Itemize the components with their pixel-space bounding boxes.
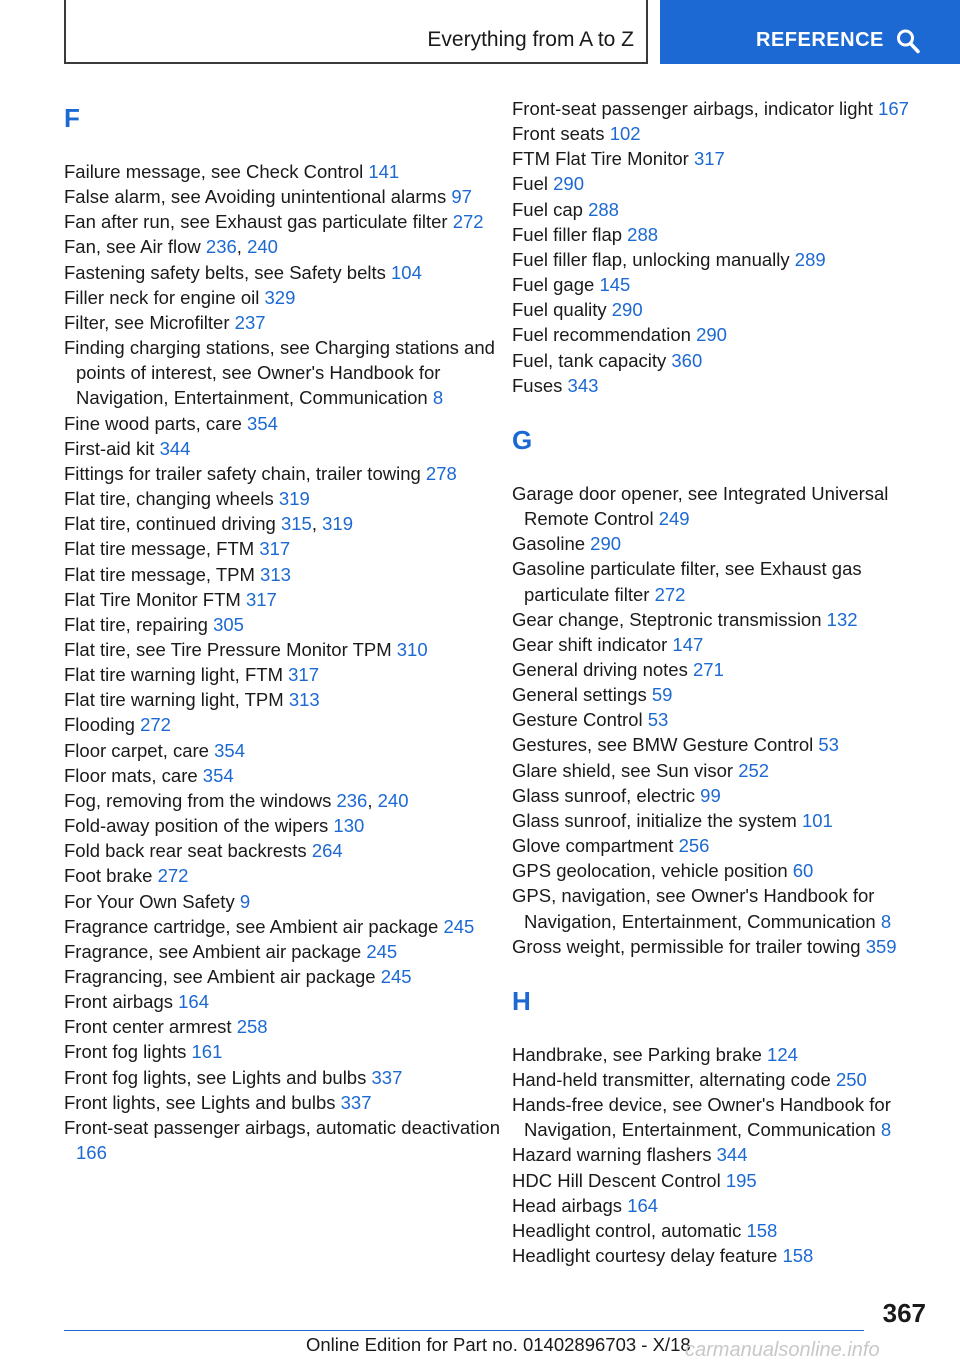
page-reference-link[interactable]: 271: [693, 658, 724, 680]
index-entry-text: Gasoline particulate filter, see Exhaust gas particulate filter: [512, 558, 862, 605]
index-entry: [64, 637, 504, 662]
index-entry: [512, 1168, 952, 1193]
index-entry-text: Fuel cap: [512, 198, 583, 220]
index-entry-text: Hands-free device, see Owner's Handbook for Navigation, Entertainment, Communication: [512, 1094, 891, 1141]
index-entry-text: First-aid kit: [64, 437, 155, 459]
index-entry: [512, 247, 952, 272]
index-entry: [64, 184, 504, 209]
index-entry-text: Gear change, Steptronic transmission: [512, 608, 822, 630]
index-entry: [64, 1065, 504, 1090]
page-reference-link[interactable]: 104: [391, 261, 422, 283]
page-reference-link[interactable]: 245: [380, 966, 412, 987]
index-entry-text: GPS, navigation, see Owner's Handbook for Navigation, Entertainment, Communication: [512, 885, 876, 932]
page-reference-link[interactable]: 102: [609, 123, 641, 145]
page-reference-link[interactable]: 132: [826, 608, 858, 630]
page-reference-link[interactable]: 237: [234, 311, 266, 333]
page-reference-link[interactable]: 147: [672, 633, 704, 655]
index-entry-text: Gesture Control: [512, 709, 643, 731]
page-reference-link[interactable]: 101: [801, 809, 833, 831]
index-entry: [512, 1218, 952, 1243]
index-entry-text: Finding charging stations, see Charging stations and points of interest, see Owner's Handbook for Navigation, Entertainment, Communication: [64, 337, 495, 409]
index-entry: Fan, see Air flow 236, 240: [64, 236, 278, 258]
watermark: carmanualsonline.info: [685, 1339, 880, 1361]
index-entry: [64, 712, 504, 737]
index-entry-text: HDC Hill Descent Control: [512, 1169, 721, 1191]
page-reference-link[interactable]: 317: [259, 538, 291, 560]
footer-divider: [64, 1330, 864, 1331]
page-reference-link[interactable]: 167: [878, 98, 909, 119]
index-entry-text: Fog, removing from the windows: [64, 789, 332, 811]
page-reference-link[interactable]: 360: [671, 349, 703, 371]
reference-label: REFERENCE: [756, 29, 884, 51]
index-entry: [64, 335, 504, 410]
index-entry-text: Floor carpet, care: [64, 739, 209, 761]
page-reference-link[interactable]: 141: [368, 161, 400, 182]
page-reference-link[interactable]: 166: [76, 1142, 107, 1164]
page-reference-link[interactable]: 60: [792, 860, 814, 882]
page-reference-link[interactable]: 319: [322, 513, 354, 535]
page-reference-link[interactable]: 359: [865, 935, 897, 957]
index-column-left: [64, 96, 504, 1165]
page-reference-link[interactable]: 319: [278, 488, 310, 510]
index-letter-heading: G: [512, 424, 533, 455]
index-entry-text: Gross weight, permissible for trailer towing: [512, 935, 861, 957]
index-entry: [64, 260, 504, 285]
index-entry: [64, 1115, 504, 1165]
index-entry: [512, 682, 952, 707]
index-entry: [64, 612, 504, 637]
index-column-right: [512, 96, 952, 1268]
index-entry-text: Front center armrest: [64, 1016, 232, 1038]
index-entry: [64, 813, 504, 838]
page-reference-link[interactable]: 59: [651, 684, 673, 706]
index-entry-text: Flat tire, continued driving: [64, 513, 276, 535]
index-entry: Flat tire, continued driving 315, 319: [64, 513, 354, 535]
index-entry-text: Hazard warning flashers: [512, 1144, 712, 1166]
index-entry: [64, 662, 504, 687]
index-entry: [512, 531, 952, 556]
section-title: Everything from A to Z: [427, 28, 634, 51]
index-entry-text: Flat tire message, TPM: [64, 563, 255, 585]
index-entry-text: Filler neck for engine oil: [64, 286, 260, 308]
index-entry-text: Front airbags: [64, 991, 173, 1013]
index-entry-text: Handbrake, see Parking brake: [512, 1043, 762, 1065]
footer-edition: Online Edition for Part no. 01402896703 - X/18: [306, 1334, 691, 1355]
index-entry: [512, 556, 952, 606]
index-entry-text: Flat tire, changing wheels: [64, 488, 274, 510]
page-reference-link[interactable]: 53: [818, 734, 839, 756]
index-entry-text: Fine wood parts, care: [64, 412, 242, 434]
index-entry-text: GPS geolocation, vehicle position: [512, 860, 788, 882]
page-reference-link[interactable]: 99: [700, 784, 721, 806]
index-entry-text: Fragrance, see Ambient air package: [64, 940, 362, 962]
index-entry-text: Fuel quality: [512, 299, 607, 321]
index-entry-text: Fragrancing, see Ambient air package: [64, 966, 376, 987]
reference-tab[interactable]: [660, 0, 960, 64]
index-entry: [512, 197, 952, 222]
page-reference-link[interactable]: 310: [396, 638, 428, 660]
index-entry-text: Headlight courtesy delay feature: [512, 1245, 778, 1267]
page-reference-link[interactable]: 290: [553, 173, 585, 195]
index-entry-text: Gestures, see BMW Gesture Control: [512, 734, 814, 756]
page-reference-link[interactable]: 354: [247, 412, 278, 434]
index-entry: [512, 732, 952, 757]
page-reference-link[interactable]: 8: [880, 1119, 892, 1141]
page-reference-link[interactable]: 256: [678, 835, 710, 857]
page-reference-link[interactable]: 97: [451, 186, 472, 208]
index-entry-text: Fan, see Air flow: [64, 236, 201, 258]
page-reference-link[interactable]: 9: [239, 890, 251, 912]
index-entry-text: Fuel filler flap: [512, 223, 623, 245]
index-entry-text: Glass sunroof, electric: [512, 784, 696, 806]
index-entry: Fog, removing from the windows 236, 240: [64, 789, 409, 811]
index-entry: [512, 758, 952, 783]
index-entry-text: Fragrance cartridge, see Ambient air package: [64, 915, 439, 937]
page-reference-link[interactable]: 240: [247, 236, 278, 258]
index-entry-text: Floor mats, care: [64, 764, 198, 786]
index-entry-text: Fuel gage: [512, 274, 595, 296]
index-entry-text: Fuel: [512, 173, 548, 195]
index-entry-text: Flat tire, repairing: [64, 613, 208, 635]
index-entry: [64, 838, 504, 863]
index-entry-text: Flat Tire Monitor FTM: [64, 588, 241, 610]
index-entry: [64, 159, 504, 184]
index-entry: [64, 411, 504, 436]
index-entry-text: Fastening safety belts, see Safety belts: [64, 261, 386, 283]
index-entry-text: Fuel recommendation: [512, 324, 691, 346]
index-entry-text: Garage door opener, see Integrated Universal Remote Control: [512, 482, 889, 530]
page-reference-link[interactable]: 252: [738, 759, 770, 781]
index-entry: [64, 486, 504, 511]
page-reference-link[interactable]: 337: [371, 1066, 403, 1088]
index-entry-text: FTM Flat Tire Monitor: [512, 148, 689, 170]
page-reference-link[interactable]: 317: [245, 588, 277, 610]
index-entry-text: Fold back rear seat backrests: [64, 840, 307, 862]
index-entry-text: For Your Own Safety: [64, 890, 235, 912]
index-entry: [512, 707, 952, 732]
index-entry-text: Gear shift indicator: [512, 633, 668, 655]
index-entry-text: Front fog lights, see Lights and bulbs: [64, 1066, 367, 1088]
index-entry-text: Fuses: [512, 374, 563, 396]
index-entry: [64, 964, 504, 989]
page-reference-link[interactable]: 124: [767, 1043, 798, 1065]
index-entry-text: Glass sunroof, initialize the system: [512, 809, 797, 831]
page-reference-link[interactable]: 158: [746, 1219, 778, 1241]
page-reference-link[interactable]: 289: [794, 248, 826, 270]
index-entry-text: Filter, see Microfilter: [64, 311, 230, 333]
page-reference-link[interactable]: 305: [213, 613, 244, 635]
index-entry: [512, 808, 952, 833]
page-reference-link[interactable]: 344: [716, 1144, 748, 1166]
index-entry-text: Flat tire message, FTM: [64, 538, 255, 560]
index-entry: [512, 783, 952, 808]
page-reference-link[interactable]: 290: [611, 299, 643, 321]
page-reference-link[interactable]: 278: [425, 462, 457, 484]
index-entry: [512, 632, 952, 657]
index-entry-text: General driving notes: [512, 658, 688, 680]
index-entry: [512, 1092, 952, 1142]
index-entry-text: Front-seat passenger airbags, indicator light: [512, 98, 873, 119]
page-reference-link[interactable]: 195: [725, 1169, 757, 1191]
index-entry-text: Hand-held transmitter, alternating code: [512, 1069, 831, 1090]
index-entry: [64, 939, 504, 964]
index-entry: [64, 763, 504, 788]
page-reference-link[interactable]: 272: [157, 865, 189, 887]
index-entry: [64, 738, 504, 763]
page-reference-link[interactable]: 272: [452, 211, 484, 233]
search-icon[interactable]: [896, 28, 920, 54]
page-reference-link[interactable]: 249: [658, 508, 690, 530]
index-entry: [64, 461, 504, 486]
index-entry: [512, 146, 952, 171]
index-entry-text: Foot brake: [64, 865, 153, 887]
page-reference-link[interactable]: 53: [647, 709, 669, 731]
index-entry-text: Fittings for trailer safety chain, trailer towing: [64, 462, 421, 484]
index-entry: [64, 1014, 504, 1039]
index-entry: [64, 285, 504, 310]
index-entry: [512, 607, 952, 632]
page-reference-link[interactable]: 130: [333, 815, 365, 837]
index-entry: [512, 883, 952, 933]
index-entry-text: Fuel, tank capacity: [512, 349, 667, 371]
page-reference-link[interactable]: 264: [311, 840, 343, 862]
index-entry: [64, 209, 504, 234]
page-reference-link[interactable]: 313: [288, 689, 320, 711]
index-letter-heading: H: [512, 985, 531, 1016]
page-reference-link[interactable]: 158: [782, 1245, 814, 1267]
index-entry: [512, 171, 952, 196]
index-entry: [512, 96, 952, 121]
index-entry: [512, 833, 952, 858]
page-reference-link[interactable]: 288: [627, 223, 659, 245]
index-entry-text: Fuel filler flap, unlocking manually: [512, 248, 790, 270]
index-entry-text: Flat tire warning light, FTM: [64, 664, 283, 686]
page-reference-link[interactable]: 164: [627, 1194, 659, 1216]
index-entry: [64, 687, 504, 712]
page-reference-link[interactable]: 240: [377, 789, 409, 811]
page-reference-link[interactable]: 313: [260, 563, 291, 585]
index-entry: [64, 587, 504, 612]
header-section-box: [64, 0, 648, 64]
page-reference-link[interactable]: 245: [366, 940, 398, 962]
page-reference-link[interactable]: 8: [432, 387, 444, 409]
page-reference-link[interactable]: 315: [280, 513, 312, 535]
page-reference-link[interactable]: 354: [202, 764, 234, 786]
index-entry: [512, 1067, 952, 1092]
index-entry: [512, 348, 952, 373]
index-letter-heading: F: [64, 103, 80, 133]
index-entry-text: Fold-away position of the wipers: [64, 815, 329, 837]
page-reference-link[interactable]: 236: [336, 789, 368, 811]
index-entry: [512, 121, 952, 146]
index-entry: [512, 1142, 952, 1167]
page-reference-link[interactable]: 329: [264, 286, 296, 308]
index-entry: [512, 1243, 952, 1268]
index-entry-text: Front seats: [512, 123, 605, 145]
page-reference-link[interactable]: 236: [205, 236, 237, 258]
index-entry: [512, 657, 952, 682]
index-entry: [512, 297, 952, 322]
page-reference-link[interactable]: 245: [443, 915, 475, 937]
page-number: 367: [882, 1298, 926, 1328]
page-reference-link[interactable]: 317: [288, 664, 319, 686]
page-reference-link[interactable]: 290: [696, 324, 727, 346]
index-entry-text: Flat tire, see Tire Pressure Monitor TPM: [64, 638, 392, 660]
page-reference-link[interactable]: 161: [191, 1041, 223, 1063]
index-entry: [64, 1090, 504, 1115]
index-entry-text: Headlight control, automatic: [512, 1219, 742, 1241]
index-entry: [512, 481, 952, 531]
index-entry-text: Gasoline: [512, 533, 586, 555]
index-entry: [64, 863, 504, 888]
page-reference-link[interactable]: 272: [140, 714, 171, 736]
page-reference-link[interactable]: 272: [654, 583, 686, 605]
index-entry: [512, 222, 952, 247]
index-entry: [64, 1039, 504, 1064]
index-entry-text: Fan after run, see Exhaust gas particulate filter: [64, 211, 448, 233]
index-entry-text: Failure message, see Check Control: [64, 161, 364, 182]
index-entry-text: Front fog lights: [64, 1041, 187, 1063]
page-reference-link[interactable]: 337: [340, 1091, 372, 1113]
page-reference-link[interactable]: 8: [880, 910, 892, 932]
page-reference-link[interactable]: 250: [835, 1069, 867, 1090]
page-reference-link[interactable]: 145: [599, 274, 631, 296]
index-entry-text: Front-seat passenger airbags, automatic deactivation: [64, 1116, 501, 1138]
index-entry-text: Glare shield, see Sun visor: [512, 759, 734, 781]
index-entry: [512, 1042, 952, 1067]
index-entry: [512, 1193, 952, 1218]
index-entry: [512, 934, 952, 959]
index-entry: [64, 889, 504, 914]
index-entry: [512, 272, 952, 297]
index-entry-text: Glove compartment: [512, 835, 674, 857]
index-entry-text: False alarm, see Avoiding unintentional alarms: [64, 186, 447, 208]
page-reference-link[interactable]: 344: [159, 437, 191, 459]
page-reference-link[interactable]: 290: [590, 533, 622, 555]
index-entry: [64, 989, 504, 1014]
index-entry-text: General settings: [512, 684, 647, 706]
page-reference-link[interactable]: 164: [178, 991, 210, 1013]
index-entry-text: Head airbags: [512, 1194, 623, 1216]
page-reference-link[interactable]: 317: [693, 148, 725, 170]
index-entry: [512, 322, 952, 347]
page-reference-link[interactable]: 258: [236, 1016, 268, 1038]
page-reference-link[interactable]: 288: [588, 198, 619, 220]
page-reference-link[interactable]: 343: [567, 374, 599, 396]
index-entry-text: Flat tire warning light, TPM: [64, 689, 284, 711]
index-entry: [64, 310, 504, 335]
index-entry: [512, 373, 952, 398]
index-entry: [64, 914, 504, 939]
index-entry: [512, 858, 952, 883]
index-entry-text: Front lights, see Lights and bulbs: [64, 1091, 336, 1113]
index-entry: [64, 436, 504, 461]
index-entry: [64, 562, 504, 587]
index-entry: [64, 536, 504, 561]
page-reference-link[interactable]: 354: [214, 739, 245, 761]
index-entry-text: Flooding: [64, 714, 135, 736]
